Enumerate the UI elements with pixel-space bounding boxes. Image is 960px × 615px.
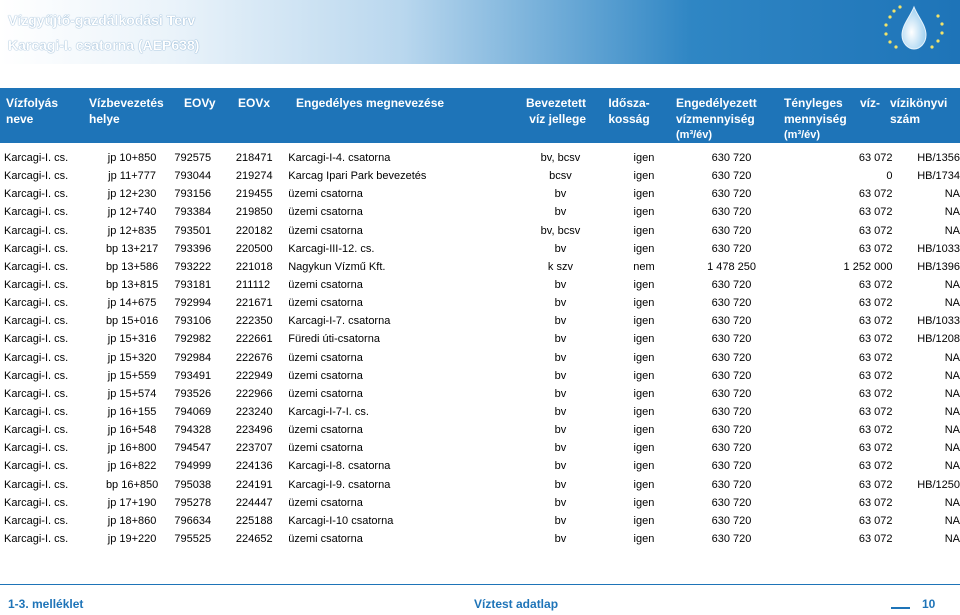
table-row [4,258,960,276]
cell-engedelyes: Karcag Ipari Park bevezetés [288,170,427,183]
permits-table [4,149,960,548]
cell-eovy: 793106 [174,315,212,328]
cell-engedelyes: üzemi csatorna [288,297,363,310]
cell-eovx: 224136 [235,460,273,473]
cell-idoszakossag: igen [633,424,655,437]
cell-engedelyezett-menny: 630 720 [711,224,752,237]
cell-engedelyezett-menny: 630 720 [711,279,752,292]
cell-engedelyes: üzemi csatorna [288,279,363,292]
cell-tenyleges-menny: 63 072 [858,442,893,455]
cell-engedelyes: Karcagi-I-7. csatorna [288,315,391,328]
cell-eovy: 793044 [174,170,212,183]
header-engedelyes: Engedélyes megnevezése [296,96,445,110]
cell-jelleg: bv [554,333,567,346]
cell-jelleg: bv [554,387,567,400]
cell-jelleg: bv [554,242,567,255]
cell-tenyleges-menny: 63 072 [858,315,893,328]
cell-eovx: 219274 [235,170,273,183]
banner-subtitle: Karcagi-I. csatorna (AEP638) [8,37,200,53]
header-eovy: EOVy [184,96,216,110]
cell-hely: jp 17+190 [107,496,157,509]
table-row [4,349,960,367]
cell-jelleg: bv [554,442,567,455]
table-row [4,276,960,294]
cell-vizikonyvi-szam: NA [944,424,960,437]
cell-idoszakossag: igen [633,496,655,509]
cell-idoszakossag: igen [633,442,655,455]
cell-vizfolyas: Karcagi-I. cs. [4,496,69,509]
cell-eovy: 793396 [174,242,212,255]
cell-vizfolyas: Karcagi-I. cs. [4,188,69,201]
table-row [4,457,960,475]
cell-vizikonyvi-szam: NA [944,188,960,201]
cell-eovy: 795525 [174,533,212,546]
cell-tenyleges-menny: 63 072 [858,279,893,292]
cell-vizfolyas: Karcagi-I. cs. [4,514,69,527]
cell-hely: bp 13+586 [105,260,159,273]
cell-eovy: 795038 [174,478,212,491]
cell-eovx: 219850 [235,206,273,219]
header-vizbevezetes: Vízbevezetés helye [89,96,164,126]
cell-hely: jp 15+320 [107,351,157,364]
cell-vizfolyas: Karcagi-I. cs. [4,424,69,437]
cell-tenyleges-menny: 63 072 [858,188,893,201]
cell-vizfolyas: Karcagi-I. cs. [4,442,69,455]
cell-engedelyes: üzemi csatorna [288,387,363,400]
cell-engedelyes: üzemi csatorna [288,442,363,455]
cell-eovx: 221018 [235,260,273,273]
cell-idoszakossag: igen [633,188,655,201]
cell-vizfolyas: Karcagi-I. cs. [4,279,69,292]
cell-vizikonyvi-szam: NA [944,460,960,473]
cell-vizikonyvi-szam: NA [944,496,960,509]
cell-jelleg: bv, bcsv [540,224,581,237]
cell-hely: jp 19+220 [107,533,157,546]
cell-hely: jp 16+800 [107,442,157,455]
cell-engedelyezett-menny: 630 720 [711,369,752,382]
cell-hely: bp 13+217 [105,242,159,255]
table-row [4,494,960,512]
cell-jelleg: bv [554,315,567,328]
cell-idoszakossag: igen [633,514,655,527]
cell-vizikonyvi-szam: NA [944,206,960,219]
cell-tenyleges-menny: 63 072 [858,496,893,509]
cell-engedelyezett-menny: 630 720 [711,478,752,491]
page-number-dash [891,607,910,609]
cell-tenyleges-menny: 63 072 [858,152,893,165]
cell-engedelyes: üzemi csatorna [288,351,363,364]
table-row [4,439,960,457]
cell-engedelyes: Füredi úti-csatorna [288,333,380,346]
cell-engedelyezett-menny: 630 720 [711,533,752,546]
cell-eovy: 793526 [174,387,212,400]
cell-idoszakossag: igen [633,333,655,346]
cell-tenyleges-menny: 63 072 [858,224,893,237]
cell-eovx: 223707 [235,442,273,455]
cell-engedelyezett-menny: 630 720 [711,424,752,437]
cell-eovx: 220182 [235,224,273,237]
table-row [4,403,960,421]
cell-tenyleges-menny: 63 072 [858,387,893,400]
table-row [4,385,960,403]
cell-idoszakossag: igen [633,369,655,382]
cell-eovx: 222949 [235,369,273,382]
table-row [4,512,960,530]
cell-hely: jp 12+230 [107,188,157,201]
cell-engedelyezett-menny: 630 720 [711,242,752,255]
cell-idoszakossag: igen [633,152,655,165]
cell-eovx: 222661 [235,333,273,346]
cell-vizikonyvi-szam: HB/1396 [917,260,960,273]
cell-tenyleges-menny: 0 [886,170,893,183]
cell-idoszakossag: nem [633,260,655,273]
cell-vizikonyvi-szam: NA [944,224,960,237]
cell-jelleg: bv [554,279,567,292]
table-row [4,312,960,330]
cell-eovy: 793501 [174,224,212,237]
cell-eovy: 792994 [174,297,212,310]
cell-hely: jp 15+574 [107,387,157,400]
cell-vizikonyvi-szam: HB/1033 [917,242,960,255]
table-row [4,167,960,185]
cell-vizikonyvi-szam: HB/1208 [917,333,960,346]
cell-eovx: 219455 [235,188,273,201]
cell-idoszakossag: igen [633,315,655,328]
cell-vizikonyvi-szam: NA [944,279,960,292]
cell-eovx: 224191 [235,478,273,491]
cell-eovx: 222676 [235,351,273,364]
cell-eovx: 211112 [235,279,271,292]
cell-engedelyezett-menny: 1 478 250 [707,260,756,273]
cell-idoszakossag: igen [633,224,655,237]
cell-vizfolyas: Karcagi-I. cs. [4,387,69,400]
cell-tenyleges-menny: 63 072 [858,460,893,473]
cell-hely: jp 12+740 [107,206,157,219]
table-row [4,203,960,221]
cell-eovy: 792984 [174,351,212,364]
cell-hely: jp 16+822 [107,460,157,473]
cell-jelleg: bv [554,514,567,527]
table-row [4,222,960,240]
cell-jelleg: bv [554,406,567,419]
page-number: 10 [922,597,936,611]
cell-vizikonyvi-szam: NA [944,406,960,419]
cell-idoszakossag: igen [633,406,655,419]
cell-jelleg: bv [554,188,567,201]
cell-tenyleges-menny: 63 072 [858,406,893,419]
cell-engedelyezett-menny: 630 720 [711,152,752,165]
cell-vizikonyvi-szam: NA [944,351,960,364]
cell-hely: jp 16+155 [107,406,157,419]
cell-vizfolyas: Karcagi-I. cs. [4,406,69,419]
cell-tenyleges-menny: 63 072 [858,533,893,546]
cell-engedelyezett-menny: 630 720 [711,406,752,419]
cell-tenyleges-menny: 1 252 000 [843,260,893,273]
cell-vizfolyas: Karcagi-I. cs. [4,170,69,183]
cell-engedelyes: Karcagi-III-12. cs. [288,242,375,255]
cell-engedelyes: Karcagi-I-8. csatorna [288,460,391,473]
table-row [4,185,960,203]
cell-engedelyes: Karcagi-I-10 csatorna [288,514,394,527]
cell-engedelyezett-menny: 630 720 [711,333,752,346]
cell-eovy: 792982 [174,333,212,346]
cell-vizikonyvi-szam: NA [944,442,960,455]
cell-jelleg: bv [554,351,567,364]
cell-engedelyezett-menny: 630 720 [711,315,752,328]
header-vizikonyvi: vízikönyvi szám [890,96,948,126]
cell-engedelyes: Karcagi-I-9. csatorna [288,478,391,491]
footer-annex: 1-3. melléklet [8,597,84,611]
cell-hely: jp 11+777 [108,170,156,183]
cell-jelleg: bv [554,496,567,509]
cell-eovy: 794069 [174,406,212,419]
cell-idoszakossag: igen [633,533,655,546]
cell-vizikonyvi-szam: HB/1250 [917,478,960,491]
cell-eovx: 222350 [235,315,273,328]
cell-vizfolyas: Karcagi-I. cs. [4,351,69,364]
cell-jelleg: bv [554,297,567,310]
cell-vizfolyas: Karcagi-I. cs. [4,152,69,165]
cell-eovx: 223496 [235,424,273,437]
cell-jelleg: bv [554,533,567,546]
cell-eovy: 793156 [174,188,212,201]
cell-tenyleges-menny: 63 072 [858,242,893,255]
table-row [4,476,960,494]
cell-jelleg: bcsv [549,170,572,183]
cell-engedelyes: üzemi csatorna [288,496,363,509]
cell-engedelyezett-menny: 630 720 [711,387,752,400]
table-header [0,88,960,143]
cell-engedelyezett-menny: 630 720 [711,460,752,473]
cell-hely: jp 14+675 [107,297,157,310]
water-drop-logo-icon [872,3,950,55]
cell-jelleg: bv [554,424,567,437]
cell-hely: bp 16+850 [105,478,159,491]
table-row [4,530,960,548]
cell-vizfolyas: Karcagi-I. cs. [4,333,69,346]
cell-eovx: 224652 [235,533,273,546]
cell-engedelyes: üzemi csatorna [288,206,363,219]
cell-vizikonyvi-szam: NA [944,387,960,400]
table-row [4,421,960,439]
cell-engedelyezett-menny: 630 720 [711,297,752,310]
cell-vizfolyas: Karcagi-I. cs. [4,206,69,219]
cell-vizfolyas: Karcagi-I. cs. [4,533,69,546]
cell-vizfolyas: Karcagi-I. cs. [4,369,69,382]
cell-engedelyes: üzemi csatorna [288,533,363,546]
cell-jelleg: bv [554,460,567,473]
cell-tenyleges-menny: 63 072 [858,369,893,382]
cell-engedelyes: üzemi csatorna [288,188,363,201]
header-tenyleges: Tényleges víz- mennyiség (m³/év) [784,96,880,141]
cell-idoszakossag: igen [633,242,655,255]
cell-eovy: 796634 [174,514,212,527]
cell-hely: jp 15+559 [107,369,157,382]
header-eovx: EOVx [238,96,271,110]
cell-vizfolyas: Karcagi-I. cs. [4,224,69,237]
cell-eovx: 220500 [235,242,273,255]
cell-eovx: 225188 [235,514,273,527]
cell-tenyleges-menny: 63 072 [858,297,893,310]
cell-idoszakossag: igen [633,297,655,310]
cell-tenyleges-menny: 63 072 [858,351,893,364]
cell-engedelyes: üzemi csatorna [288,224,363,237]
cell-eovx: 218471 [235,152,273,165]
cell-hely: jp 10+850 [107,152,157,165]
cell-eovy: 795278 [174,496,212,509]
cell-vizfolyas: Karcagi-I. cs. [4,297,69,310]
cell-engedelyes: üzemi csatorna [288,369,363,382]
cell-engedelyes: Karcagi-I-7-I. cs. [288,406,369,419]
cell-hely: jp 15+316 [107,333,157,346]
cell-vizikonyvi-szam: HB/1033 [917,315,960,328]
table-row [4,149,960,167]
cell-idoszakossag: igen [633,478,655,491]
cell-engedelyezett-menny: 630 720 [711,188,752,201]
title-banner [0,0,960,64]
header-vizfolyas: Vízfolyás neve [6,96,59,126]
cell-eovy: 792575 [174,152,212,165]
footer-divider [0,584,960,585]
cell-vizikonyvi-szam: NA [944,297,960,310]
cell-tenyleges-menny: 63 072 [858,333,893,346]
cell-eovy: 794328 [174,424,212,437]
cell-idoszakossag: igen [633,460,655,473]
cell-eovx: 222966 [235,387,273,400]
cell-engedelyezett-menny: 630 720 [711,206,752,219]
cell-tenyleges-menny: 63 072 [858,424,893,437]
header-engedelyezett: Engedélyezett vízmennyiség (m³/év) [676,96,757,141]
cell-engedelyezett-menny: 630 720 [711,442,752,455]
cell-idoszakossag: igen [633,279,655,292]
cell-tenyleges-menny: 63 072 [858,478,893,491]
cell-eovx: 224447 [235,496,273,509]
cell-jelleg: bv, bcsv [540,152,581,165]
cell-vizikonyvi-szam: HB/1356 [917,152,960,165]
cell-tenyleges-menny: 63 072 [858,514,893,527]
footer-doc-title: Víztest adatlap [474,597,559,611]
cell-idoszakossag: igen [633,170,655,183]
cell-engedelyes: üzemi csatorna [288,424,363,437]
table-row [4,294,960,312]
cell-vizikonyvi-szam: NA [944,514,960,527]
cell-vizfolyas: Karcagi-I. cs. [4,315,69,328]
cell-jelleg: bv [554,478,567,491]
cell-eovy: 793222 [174,260,212,273]
cell-eovy: 794999 [174,460,212,473]
cell-hely: bp 15+016 [105,315,159,328]
cell-eovx: 223240 [235,406,273,419]
cell-vizikonyvi-szam: NA [944,369,960,382]
cell-engedelyes: Nagykun Vízmű Kft. [288,260,386,273]
cell-vizfolyas: Karcagi-I. cs. [4,478,69,491]
cell-vizfolyas: Karcagi-I. cs. [4,260,69,273]
cell-vizfolyas: Karcagi-I. cs. [4,460,69,473]
banner-title: Vízgyűjtő-gazdálkodási Terv [8,12,196,28]
cell-engedelyezett-menny: 630 720 [711,170,752,183]
cell-hely: jp 18+860 [107,514,157,527]
cell-vizikonyvi-szam: NA [944,533,960,546]
cell-vizikonyvi-szam: HB/1734 [917,170,960,183]
cell-jelleg: k szv [547,260,573,273]
header-idoszakossag: Idősza- kosság [608,96,650,126]
table-row [4,240,960,258]
cell-hely: bp 13+815 [105,279,159,292]
table-row [4,367,960,385]
cell-eovy: 794547 [174,442,212,455]
cell-idoszakossag: igen [633,387,655,400]
table-row [4,330,960,348]
cell-engedelyezett-menny: 630 720 [711,514,752,527]
cell-engedelyezett-menny: 630 720 [711,496,752,509]
cell-tenyleges-menny: 63 072 [858,206,893,219]
cell-vizfolyas: Karcagi-I. cs. [4,242,69,255]
cell-engedelyes: Karcagi-I-4. csatorna [288,152,391,165]
cell-jelleg: bv [554,206,567,219]
cell-eovy: 793384 [174,206,212,219]
cell-eovy: 793181 [174,279,212,292]
cell-idoszakossag: igen [633,351,655,364]
cell-idoszakossag: igen [633,206,655,219]
cell-hely: jp 12+835 [107,224,157,237]
cell-engedelyezett-menny: 630 720 [711,351,752,364]
cell-jelleg: bv [554,369,567,382]
cell-hely: jp 16+548 [107,424,157,437]
cell-eovx: 221671 [235,297,273,310]
cell-eovy: 793491 [174,369,212,382]
header-bevezetett: Bevezetett víz jellege [525,96,586,126]
